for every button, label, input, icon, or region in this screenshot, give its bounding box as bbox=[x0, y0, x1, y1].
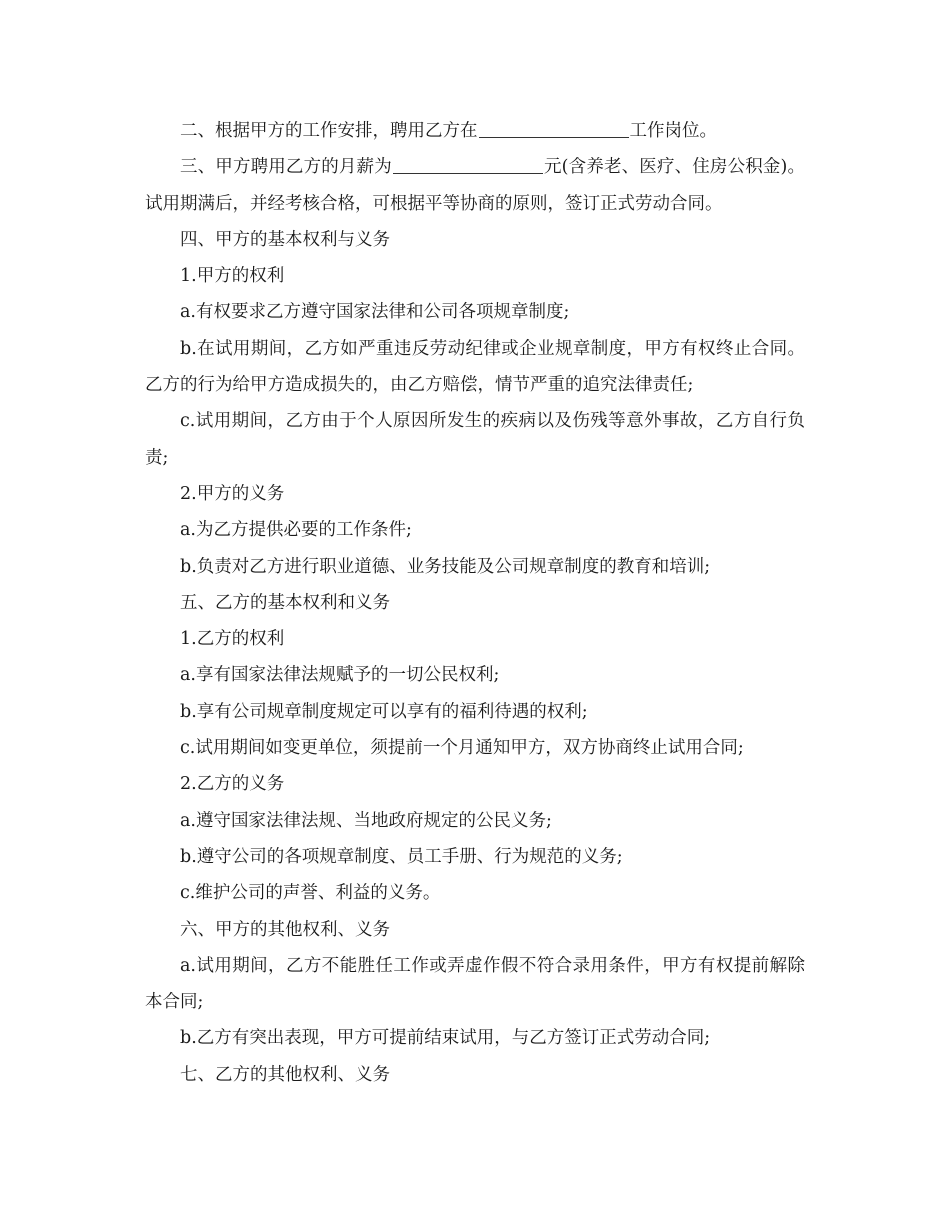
party-b-right-a: a.享有国家法律法规赋予的一切公民权利; bbox=[180, 665, 500, 686]
clause-2-text-before: 二、根据甲方的工作安排，聘用乙方在 bbox=[180, 121, 478, 141]
section-5-heading: 五、乙方的基本权利和义务 bbox=[180, 592, 390, 613]
section-6-heading: 六、甲方的其他权利、义务 bbox=[180, 919, 390, 940]
party-b-obligation-c: c.维护公司的声誉、利益的义务。 bbox=[180, 883, 441, 904]
section-6-item-a: a.试用期间，乙方不能胜任工作或弄虚作假不符合录用条件，甲方有权提前解除本合同; bbox=[145, 955, 805, 1013]
position-blank-field bbox=[479, 119, 629, 138]
party-b-obligation-b: b.遵守公司的各项规章制度、员工手册、行为规范的义务; bbox=[180, 846, 623, 867]
party-b-obligations-heading: 2.乙方的义务 bbox=[180, 774, 285, 795]
party-a-right-b: b.在试用期间，乙方如严重违反劳动纪律或企业规章制度，甲方有权终止合同。乙方的行为给甲方造成损失的，由乙方赔偿，情节严重的追究法律责任; bbox=[145, 338, 805, 396]
party-a-obligation-a: a.为乙方提供必要的工作条件; bbox=[180, 520, 412, 541]
party-a-obligations-heading: 2.甲方的义务 bbox=[180, 483, 285, 504]
document-body bbox=[145, 113, 805, 1093]
party-a-obligation-b: b.负责对乙方进行职业道德、业务技能及公司规章制度的教育和培训; bbox=[180, 556, 711, 577]
section-6-item-b: b.乙方有突出表现，甲方可提前结束试用，与乙方签订正式劳动合同; bbox=[180, 1028, 711, 1049]
salary-blank-field bbox=[393, 155, 543, 174]
party-b-obligation-a: a.遵守国家法律法规、当地政府规定的公民义务; bbox=[180, 810, 552, 831]
section-7-heading: 七、乙方的其他权利、义务 bbox=[180, 1064, 390, 1085]
party-a-right-c: c.试用期间，乙方由于个人原因所发生的疾病以及伤残等意外事故，乙方自行负责; bbox=[145, 411, 805, 468]
party-b-right-c: c.试用期间如变更单位，须提前一个月通知甲方，双方协商终止试用合同; bbox=[180, 738, 744, 759]
clause-2-paragraph bbox=[145, 113, 805, 149]
clause-2-text-after: 工作岗位。 bbox=[629, 121, 717, 141]
clause-3-text-before: 三、甲方聘用乙方的月薪为 bbox=[180, 157, 392, 178]
party-b-right-b: b.享有公司规章制度规定可以享有的福利待遇的权利; bbox=[180, 701, 588, 722]
party-a-rights-heading: 1.甲方的权利 bbox=[180, 266, 285, 287]
clause-3-paragraph bbox=[145, 149, 805, 222]
party-a-right-a: a.有权要求乙方遵守国家法律和公司各项规章制度; bbox=[180, 302, 570, 323]
party-b-rights-heading: 1.乙方的权利 bbox=[180, 629, 285, 650]
section-4-heading: 四、甲方的基本权利与义务 bbox=[180, 229, 390, 250]
clause-3-text-after: 元(含养老、医疗、住房公积金)。试用期满后，并经考核合格，可根据平等协商的原则，签订正式劳动合同。 bbox=[145, 157, 806, 214]
